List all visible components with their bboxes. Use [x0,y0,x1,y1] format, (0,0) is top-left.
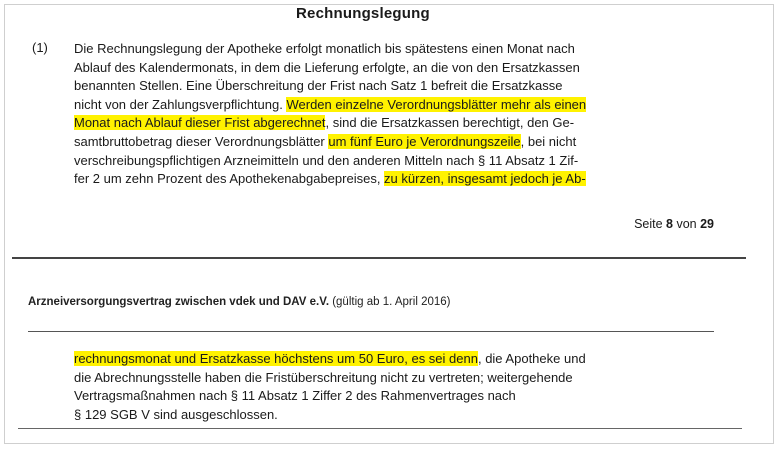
running-header-title: Arzneiversorgungsvertrag zwischen vdek und DAV e.V. [28,296,330,308]
highlighted-text: Werden einzelne Verordnungsblätter mehr als einen [286,96,587,112]
text-segment: die Abrechnungsstelle haben die Fristüberschreitung nicht zu vertreten; weitergehende [74,369,573,385]
running-header-validity: (gültig ab 1. April 2016) [329,296,451,308]
text-line [74,406,586,425]
bottom-divider [18,428,742,429]
page-middle: von [672,217,701,231]
text-line [74,96,586,115]
header-underline [28,331,714,332]
text-line [74,350,586,369]
paragraph-number: (1) [32,40,48,55]
text-line [74,77,586,96]
text-line [74,40,586,59]
page-current: 8 [666,217,673,231]
page-break-rule [12,257,746,259]
text-segment: Die Rechnungslegung der Apotheke erfolgt monatlich bis spätestens einen Monat nach [74,41,575,56]
text-segment: , bei nicht [520,133,577,149]
text-line [74,387,586,406]
page-indicator [634,217,714,231]
text-segment: samtbruttobetrag dieser Verordnungsblätter [74,133,329,149]
highlighted-text: zu kürzen, insgesamt jedoch je Ab- [384,171,586,187]
document-running-header [28,296,450,308]
text-segment: Vertragsmaßnahmen nach § 11 Absatz 1 Ziffer 2 des Rahmenvertrages nach [74,388,516,404]
paragraph-1 [74,40,586,189]
text-segment: benannten Stellen. Eine Überschreitung der Frist nach Satz 1 befreit die Ersatzkasse [74,78,563,94]
page-prefix: Seite [634,217,667,231]
text-line [74,152,586,171]
highlighted-text: Monat nach Ablauf dieser Frist abgerechnet [74,115,326,131]
text-line [74,114,586,133]
text-segment: § 129 SGB V sind ausgeschlossen. [74,406,278,422]
paragraph-1-continued [74,350,586,424]
text-segment: fer 2 um zehn Prozent des Apothekenabgabepreises, [74,171,385,187]
text-segment: , die Apotheke und [477,351,586,366]
page-total: 29 [700,217,714,231]
text-line [74,133,586,152]
section-heading: Rechnungslegung [296,5,430,22]
highlighted-text: rechnungsmonat und Ersatzkasse höchstens um 50 Euro, es sei denn [74,351,478,366]
text-segment: Ablauf des Kalendermonats, in dem die Lieferung erfolgte, an die von den Ersatzkassen [74,59,580,75]
highlighted-text: um fünf Euro je Verordnungszeile [328,133,521,149]
text-line [74,59,586,78]
text-line [74,170,586,189]
text-segment: , sind die Ersatzkassen berechtigt, den Ge- [325,115,575,131]
text-segment: nicht von der Zahlungsverpflichtung. [74,96,287,112]
text-line [74,369,586,388]
text-segment: verschreibungspflichtigen Arzneimitteln und den anderen Mitteln nach § 11 Absatz 1 Zif- [74,152,579,168]
